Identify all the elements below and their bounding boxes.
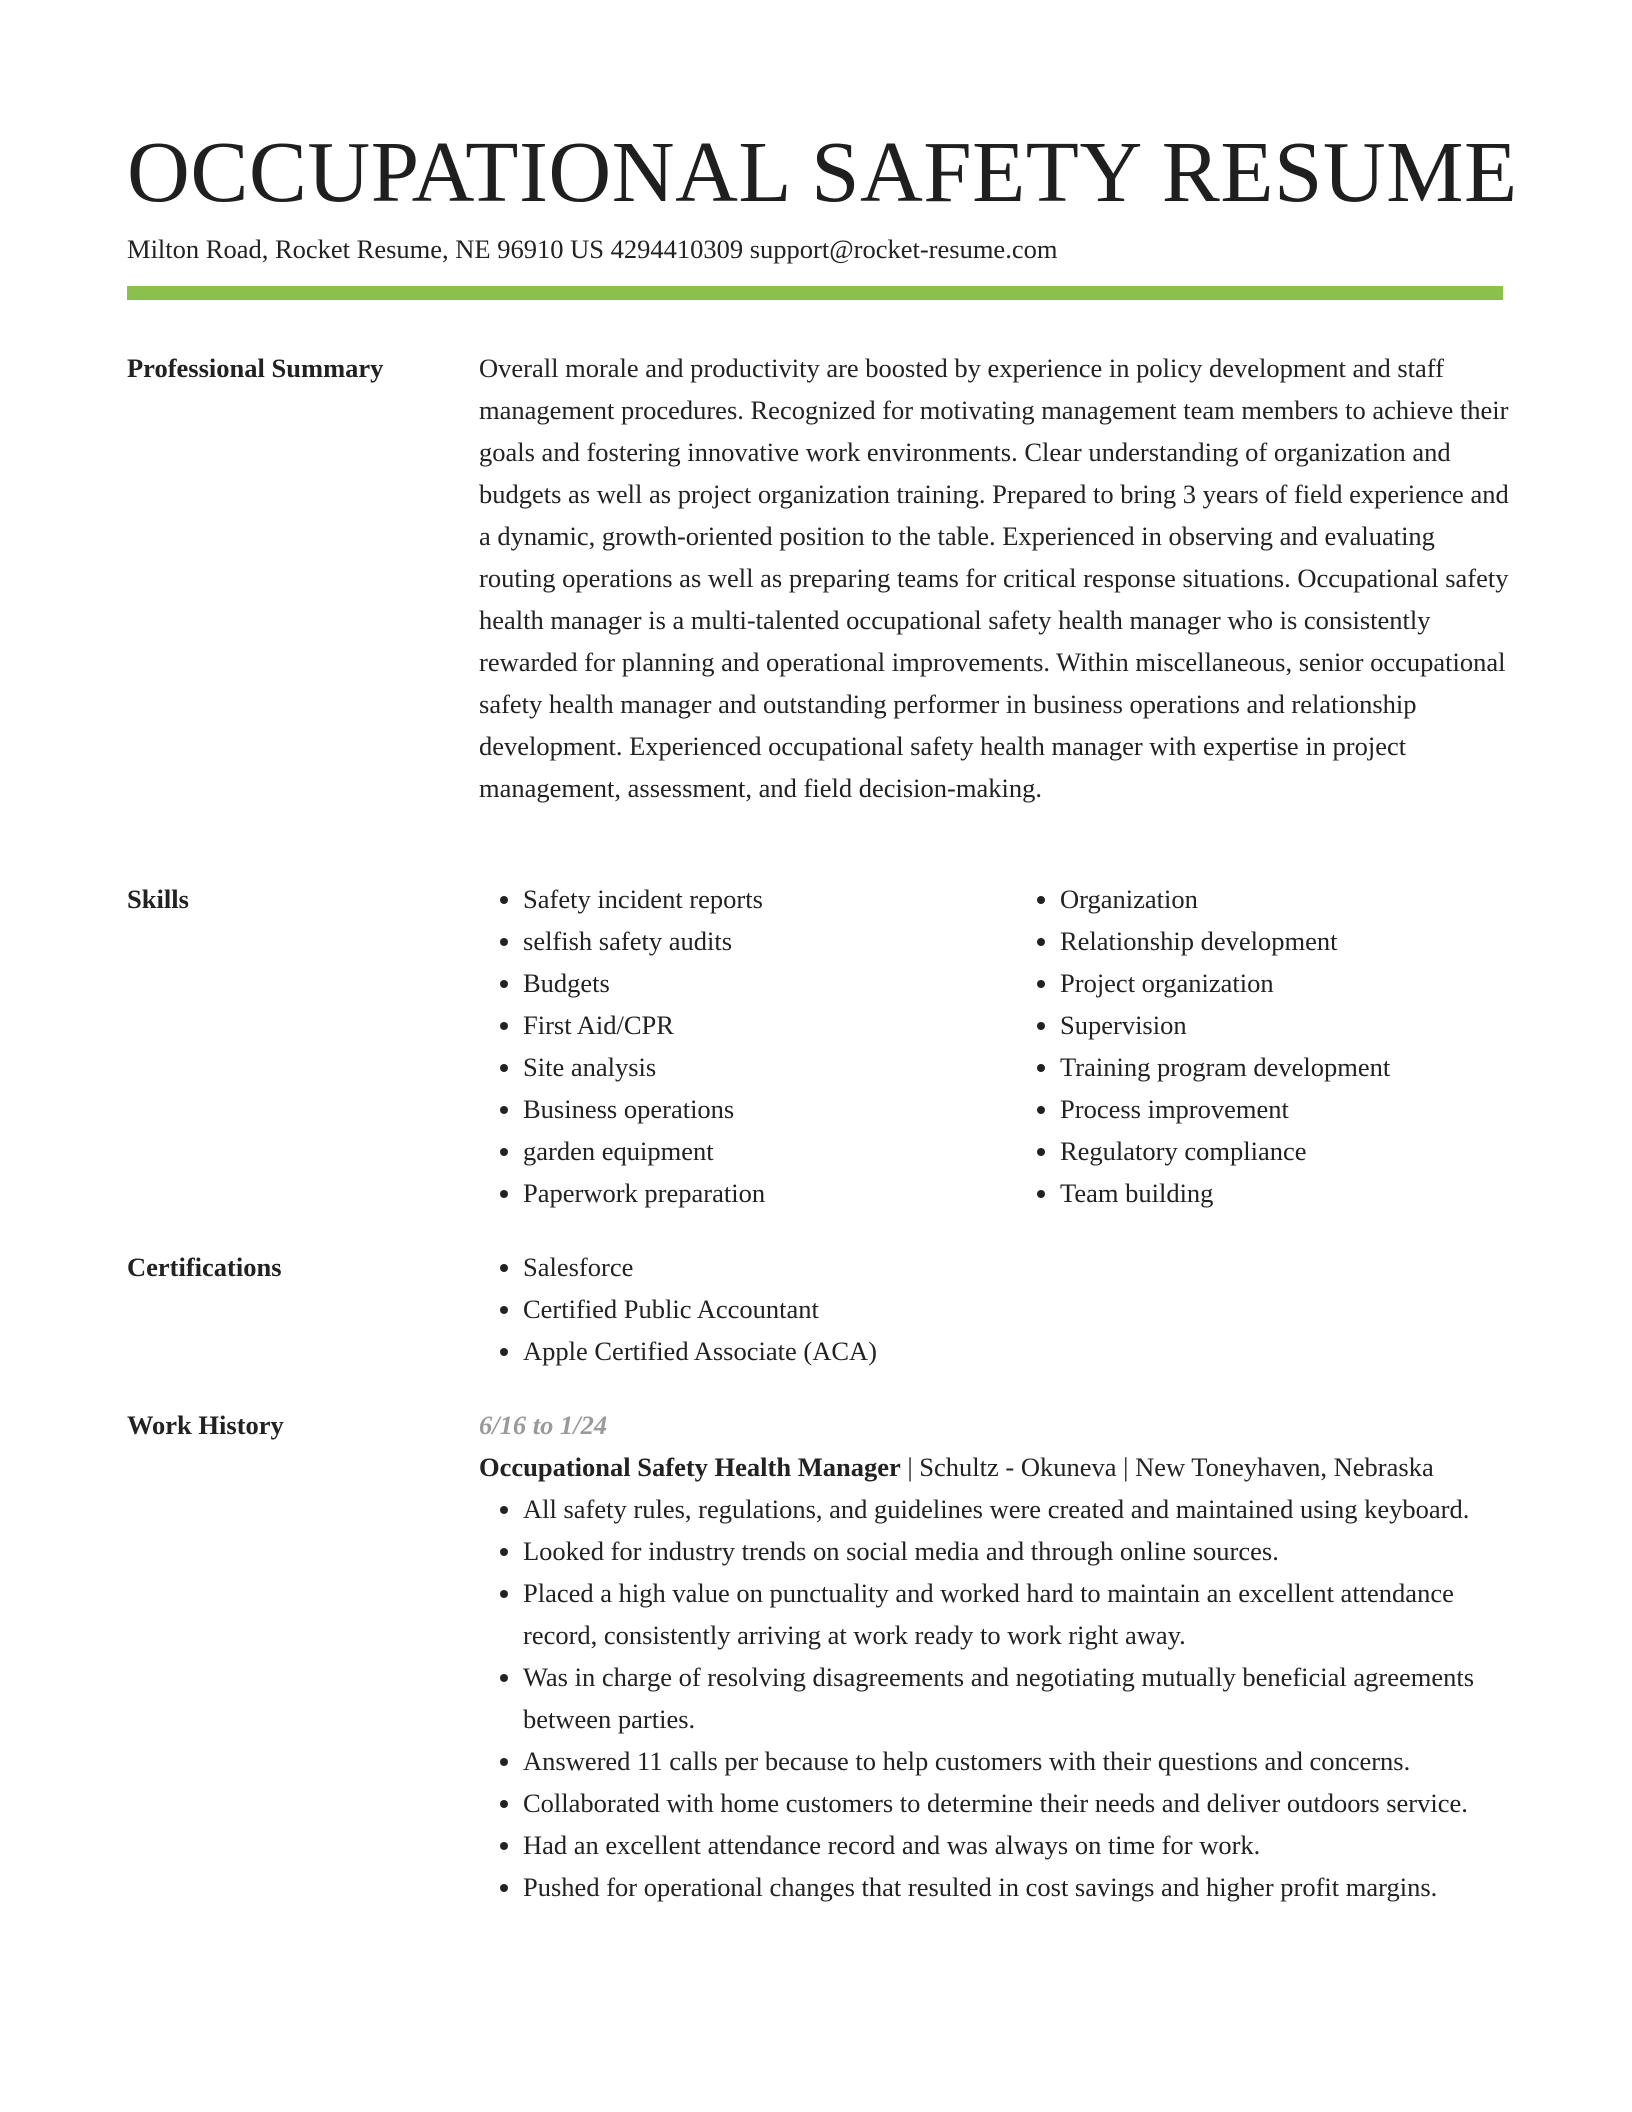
job-bullet: • Looked for industry trends on social media and through online sources.: [523, 1530, 1509, 1572]
skills-section: [479, 878, 1509, 1214]
skill-item: • Project organization: [1060, 962, 1509, 1004]
skills-label: Skills: [127, 884, 189, 914]
job-entry: [479, 1404, 1509, 1908]
skill-item: • Team building: [1060, 1172, 1509, 1214]
job-bullet: • Had an excellent attendance record and was always on time for work.: [523, 1824, 1509, 1866]
certification-item: • Salesforce: [523, 1246, 1509, 1288]
skill-item: • Paperwork preparation: [523, 1172, 972, 1214]
skill-item: • Site analysis: [523, 1046, 972, 1088]
skill-item: • First Aid/CPR: [523, 1004, 972, 1046]
job-bullet: • Answered 11 calls per because to help customers with their questions and concerns.: [523, 1740, 1509, 1782]
summary-section: [479, 347, 1509, 809]
job-dates: 6/16 to 1/24: [479, 1410, 608, 1440]
job-bullet: • Placed a high value on punctuality and worked hard to maintain an excellent attendance record, consistently arriving at work ready to work right away.: [523, 1572, 1509, 1656]
certifications-section: [479, 1246, 1509, 1372]
skill-item: • Regulatory compliance: [1060, 1130, 1509, 1172]
skill-item: • Organization: [1060, 878, 1509, 920]
job-bullet: • Collaborated with home customers to determine their needs and deliver outdoors service.: [523, 1782, 1509, 1824]
skill-item: • selfish safety audits: [523, 920, 972, 962]
certifications-label: Certifications: [127, 1252, 282, 1282]
resume-title: OCCUPATIONAL SAFETY RESUME: [127, 123, 1518, 220]
certifications-list: [479, 1246, 1509, 1372]
certification-item: • Apple Certified Associate (ACA): [523, 1330, 1509, 1372]
summary-label: Professional Summary: [127, 353, 384, 383]
header-divider: [127, 286, 1503, 300]
summary-text: Overall morale and productivity are boosted by experience in policy development and staff management procedures. Recognized for motivating management team members to achieve their goals and fostering innovative work environments. Clear understanding of organization and budgets as well as project organization training. Prepared to bring 3 years of field experience and a dynamic, growth-oriented position to the table. Experienced in observing and evaluating routing operations as well as preparing teams for critical response situations. Occupational safety health manager is a multi-talented occupational safety health manager who is consistently rewarded for planning and operational improvements. Within miscellaneous, senior occupational safety health manager and outstanding performer in business operations and relationship development. Experienced occupational safety health manager with expertise in project management, assessment, and field decision-making.: [479, 353, 1509, 803]
skill-item: • Relationship development: [1060, 920, 1509, 962]
job-heading: [479, 1446, 1509, 1488]
certification-item: • Certified Public Accountant: [523, 1288, 1509, 1330]
contact-info: Milton Road, Rocket Resume, NE 96910 US 4294410309 support@rocket-resume.com: [127, 234, 1058, 264]
job-bullet: • Pushed for operational changes that resulted in cost savings and higher profit margins.: [523, 1866, 1509, 1908]
job-bullet: • All safety rules, regulations, and guidelines were created and maintained using keyboard.: [523, 1488, 1509, 1530]
job-details: | Schultz - Okuneva | New Toneyhaven, Nebraska: [900, 1452, 1434, 1482]
skill-item: • Budgets: [523, 962, 972, 1004]
skill-item: • garden equipment: [523, 1130, 972, 1172]
job-title: Occupational Safety Health Manager: [479, 1452, 901, 1482]
work-history-section: [479, 1404, 1509, 1908]
skill-item: • Business operations: [523, 1088, 972, 1130]
skills-list-right: [1016, 878, 1509, 1214]
skill-item: • Process improvement: [1060, 1088, 1509, 1130]
job-bullets: [479, 1488, 1509, 1908]
skills-list-left: [479, 878, 972, 1214]
skill-item: • Safety incident reports: [523, 878, 972, 920]
work-history-label: Work History: [127, 1410, 284, 1440]
job-bullet: • Was in charge of resolving disagreements and negotiating mutually beneficial agreements between parties.: [523, 1656, 1509, 1740]
skill-item: • Supervision: [1060, 1004, 1509, 1046]
skill-item: • Training program development: [1060, 1046, 1509, 1088]
